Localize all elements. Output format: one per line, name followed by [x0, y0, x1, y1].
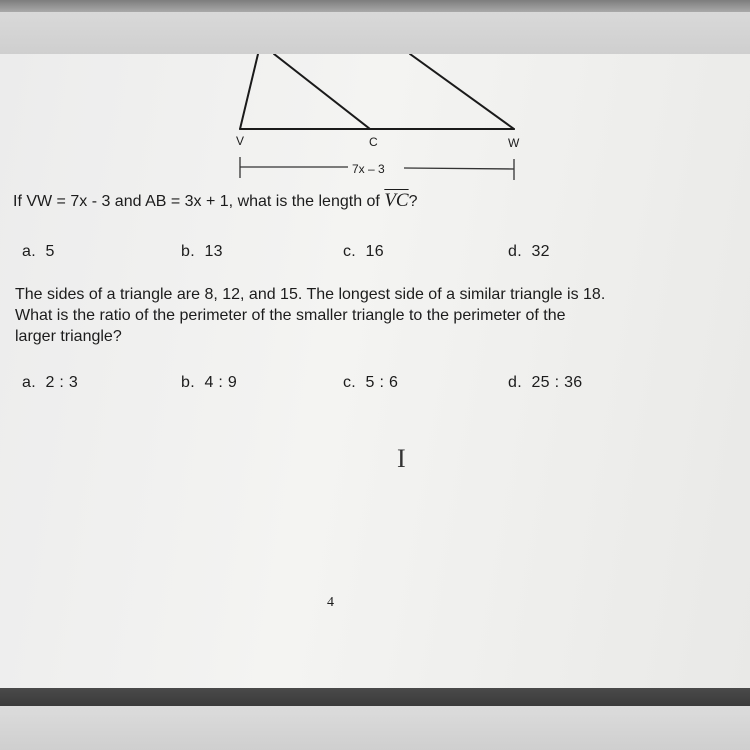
segment-av — [240, 54, 258, 129]
segment-length-label: 7x – 3 — [352, 162, 385, 176]
dimension-line-right — [404, 168, 514, 169]
text-cursor-icon: I — [397, 444, 406, 473]
choice-value: 5 : 6 — [365, 374, 399, 391]
question-1-prefix: If VW = 7x - 3 and AB = 3x + 1, what is the length of — [13, 193, 385, 210]
choice-letter: b. — [181, 243, 195, 260]
page-number: 4 — [327, 595, 334, 610]
choice-letter: a. — [22, 374, 36, 391]
monitor-bottom-bar — [0, 688, 750, 706]
choice-letter: c. — [343, 374, 357, 391]
viewer-toolbar — [0, 12, 750, 55]
choice-value: 32 — [531, 243, 550, 260]
point-label-v: V — [236, 134, 245, 148]
choice-value: 4 : 9 — [204, 374, 238, 391]
choice-value: 13 — [204, 243, 223, 260]
segment-bw — [410, 54, 514, 129]
choice-letter: a. — [22, 243, 36, 260]
segment-ac — [274, 54, 370, 129]
choice-letter: c. — [343, 243, 357, 260]
choice-value: 25 : 36 — [531, 374, 583, 391]
question-2-choice-a[interactable] — [22, 374, 78, 392]
point-label-c: C — [369, 135, 378, 149]
choice-value: 5 — [45, 243, 55, 260]
question-2-choice-d[interactable] — [508, 374, 582, 392]
question-1-choice-d[interactable] — [508, 243, 550, 261]
choice-value: 16 — [365, 243, 384, 260]
point-label-w: W — [508, 136, 520, 150]
document-page — [0, 54, 750, 688]
question-2-line-3: larger triangle? — [15, 328, 122, 345]
question-1-choice-a[interactable] — [22, 243, 55, 261]
question-1-choice-c[interactable] — [343, 243, 384, 261]
question-1-text — [13, 190, 418, 212]
segment-vc-notation: $\overline{VC}$ — [384, 190, 409, 211]
question-2-line-2: What is the ratio of the perimeter of the smaller triangle to the perimeter of the — [15, 307, 566, 324]
monitor-bezel-top — [0, 0, 750, 12]
question-2-choice-c[interactable] — [343, 374, 398, 392]
choice-value: 2 : 3 — [45, 374, 79, 391]
choice-letter: b. — [181, 374, 195, 391]
monitor-bezel-bottom — [0, 706, 750, 750]
choice-letter: d. — [508, 374, 522, 391]
question-2-line-1: The sides of a triangle are 8, 12, and 15. The longest side of a similar triangle is 18. — [15, 286, 606, 303]
question-1-choice-b[interactable] — [181, 243, 223, 261]
question-2-choice-b[interactable] — [181, 374, 237, 392]
question-1-suffix: ? — [408, 193, 418, 210]
choice-letter: d. — [508, 243, 522, 260]
